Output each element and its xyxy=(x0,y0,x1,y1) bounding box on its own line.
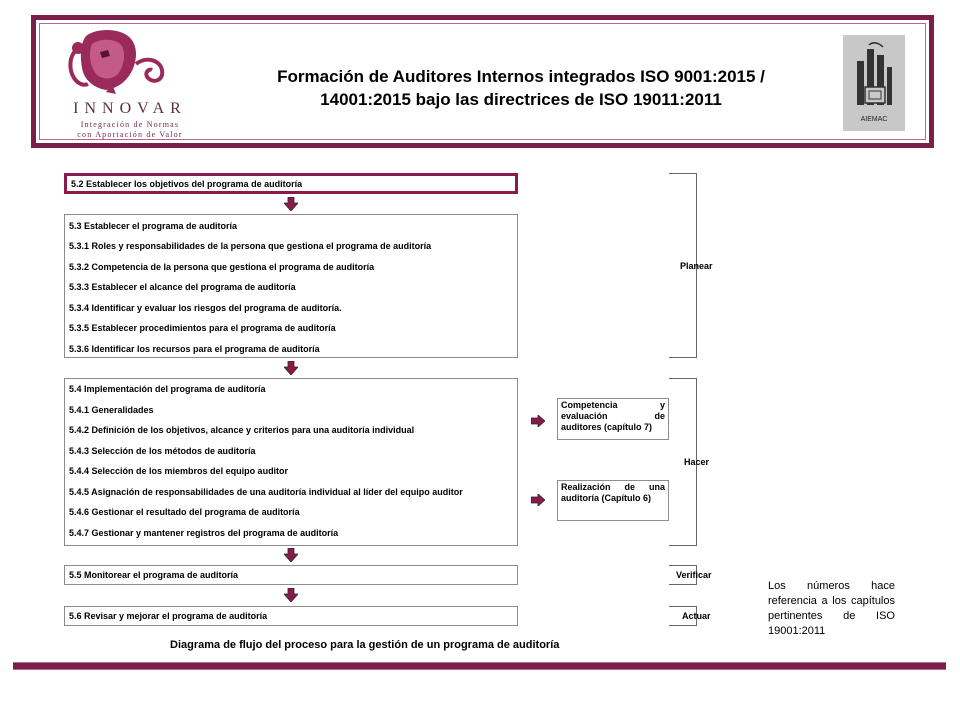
step-5-6-line: 5.6 Revisar y mejorar el programa de auditoría xyxy=(69,611,268,621)
innovar-face-emblem-icon xyxy=(56,26,198,98)
side-box-competencia-line2: evaluación de xyxy=(561,411,665,421)
step-5-4-2-line: 5.4.2 Definición de los objetivos, alcance y criterios para una auditoría individual xyxy=(69,425,415,435)
step-5-4-4-line: 5.4.4 Selección de los miembros del equipo auditor xyxy=(69,466,289,476)
right-arrow-icon xyxy=(531,415,545,427)
step-5-2-box xyxy=(64,173,518,194)
aiemac-tower-emblem-icon xyxy=(843,35,905,115)
step-5-4-line: 5.4 Implementación del programa de auditoría xyxy=(69,384,266,394)
innovar-tagline-line2: con Aportación de Valor xyxy=(77,130,183,139)
step-5-4-5-line: 5.4.5 Asignación de responsabilidades de una auditoría individual al líder del equipo auditor xyxy=(69,487,463,497)
step-5-4-box xyxy=(64,378,518,546)
header-frame xyxy=(31,15,934,148)
reference-note: Los números hace referencia a los capítulos pertinentes de ISO 19001:2011 xyxy=(768,580,895,637)
step-5-3-line: 5.3 Establecer el programa de auditoría xyxy=(69,221,238,231)
side-box-realizacion xyxy=(557,480,669,521)
step-5-5-box xyxy=(64,565,518,585)
side-box-competencia-line3: auditores (capítulo 7) xyxy=(561,422,653,432)
step-5-3-1-line: 5.3.1 Roles y responsabilidades de la persona que gestiona el programa de auditoría xyxy=(69,241,432,251)
side-box-realizacion-line2: auditoría (Capítulo 6) xyxy=(561,493,651,503)
step-5-4-6-line: 5.4.6 Gestionar el resultado del programa de auditoría xyxy=(69,507,300,517)
step-5-3-box xyxy=(64,214,518,358)
step-5-2-line: 5.2 Establecer los objetivos del programa de auditoría xyxy=(71,179,303,189)
page-title xyxy=(201,65,841,111)
down-arrow-icon xyxy=(284,361,298,375)
step-5-3-3-line: 5.3.3 Establecer el alcance del programa de auditoría xyxy=(69,282,296,292)
phase-label-planear: Planear xyxy=(680,261,713,271)
step-5-6-box xyxy=(64,606,518,626)
side-box-realizacion-line1: Realización de una xyxy=(561,482,665,492)
phase-label-hacer: Hacer xyxy=(684,457,710,467)
down-arrow-icon xyxy=(284,197,298,211)
step-5-3-2-line: 5.3.2 Competencia de la persona que gestiona el programa de auditoría xyxy=(69,262,375,272)
diagram-caption: Diagrama de flujo del proceso para la gestión de un programa de auditoría xyxy=(170,639,560,651)
step-5-4-3-line: 5.4.3 Selección de los métodos de auditoría xyxy=(69,446,256,456)
right-arrow-icon xyxy=(531,494,545,506)
step-5-4-7-line: 5.4.7 Gestionar y mantener registros del programa de auditoría xyxy=(69,528,339,538)
page-title-line1: Formación de Auditores Internos integrados ISO 9001:2015 / xyxy=(277,67,765,86)
step-5-3-5-line: 5.3.5 Establecer procedimientos para el programa de auditoría xyxy=(69,323,336,333)
aiemac-logo xyxy=(843,35,905,131)
step-5-5-line: 5.5 Monitorear el programa de auditoría xyxy=(69,570,239,580)
side-box-competencia xyxy=(557,398,669,440)
down-arrow-icon xyxy=(284,588,298,602)
innovar-logo xyxy=(56,26,198,138)
page-title-line2: 14001:2015 bajo las directrices de ISO 19011:2011 xyxy=(320,90,722,109)
step-5-3-4-line: 5.3.4 Identificar y evaluar los riesgos del programa de auditoría. xyxy=(69,303,342,313)
phase-label-actuar: Actuar xyxy=(682,611,711,621)
down-arrow-icon xyxy=(284,548,298,562)
footer-bar xyxy=(13,662,946,670)
step-5-4-1-line: 5.4.1 Generalidades xyxy=(69,405,154,415)
phase-label-verificar: Verificar xyxy=(676,570,712,580)
innovar-tagline-line1: Integración de Normas xyxy=(80,120,180,129)
innovar-brand-name: INNOVAR xyxy=(73,100,187,117)
side-box-competencia-line1: Competencia y xyxy=(561,400,665,410)
step-5-3-6-line: 5.3.6 Identificar los recursos para el programa de auditoría xyxy=(69,344,320,354)
aiemac-logo-text: AIEMAC xyxy=(860,116,888,123)
